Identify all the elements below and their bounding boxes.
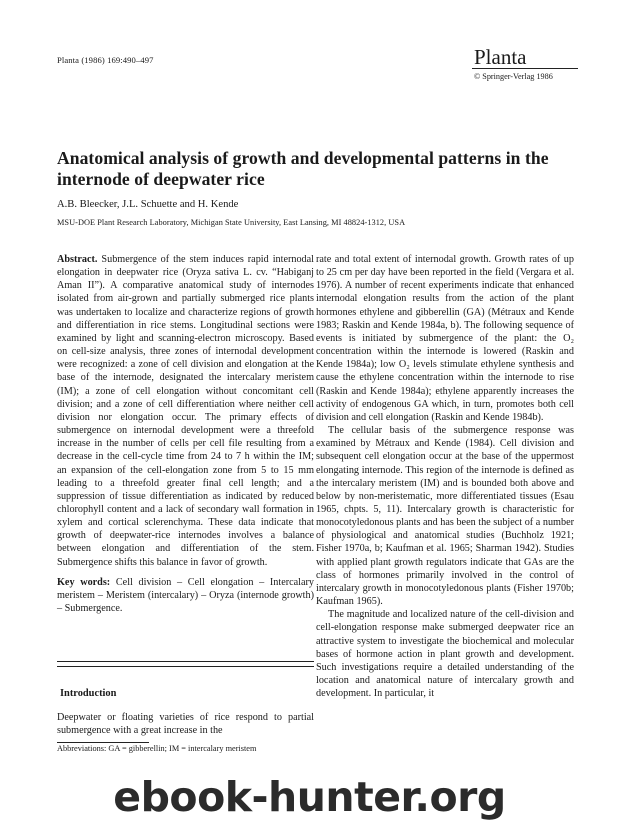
introduction-heading: Introduction xyxy=(60,688,117,699)
article-authors: A.B. Bleecker, J.L. Schuette and H. Kende xyxy=(57,199,239,210)
body-paragraph: The cellular basis of the submergence response was examined by Métraux and Kende (1984). Cell division and subsequent cell elongation occur at the base of the uppermost elongating internode. This region of the internode is defined as the intercalary meristem (IM) and is bounded both above and below by non-meristematic, more differentiated tissues (Esau 1965, chpts. 5, 11). Intercalary growth is characteristic for monocotyledonous plants and has been the subject of a number of physiological and anatomical studies (Buchholz 1921; Fisher 1970a, b; Kaufman et al. 1965; Sharman 1942). Studies with applied plant growth regulators indicate that GAs are the class of hormones primarily involved in the control of intercalary growth in monocotyledonous plants (Fisher 1970b; Kaufman 1965). xyxy=(316,425,574,608)
abstract xyxy=(57,253,314,569)
journal-logo: Planta xyxy=(474,45,527,69)
abstract-text: Submergence of the stem induces rapid internodal elongation in deepwater rice (Oryza sativa L. cv. “Habiganj Aman II”). A comparative anatomical study of internodes isolated from air-grown and partially submerged rice plants was undertaken to localize and characterize regions of growth and differentiation in rice stems. Longitudinal sections were examined by light and scanning-electron microscopy. Based on cell-size analysis, three zones of internodal development were recognized: a zone of cell division and elongation at the base of the internode, designated the intercalary meristem (IM); a zone of cell elongation without concomitant cell division; and a zone of cell differentiation where neither cell division nor elongation occur. The primary effects of submergence on internodal development were a threefold increase in the number of cells per cell file resulting from a decrease in the cell-cycle time from 24 to 7 h within the IM; an expansion of the cell-elongation zone from 5 to 15 mm leading to a threefold greater final cell length; and a suppression of tissue differentiation as indicated by reduced chlorophyll content and a lack of secondary wall formation in xylem and cortical sclerenchyma. These data indicate that growth of deepwater-rice internodes involves a balance between elongation and differentiation of the stem. Submergence shifts this balance in favor of growth. xyxy=(57,254,314,568)
keywords xyxy=(57,576,314,615)
author-affiliation: MSU-DOE Plant Research Laboratory, Michigan State University, East Lansing, MI 48824-1312, USA xyxy=(57,218,406,227)
keywords-text: Cell division – Cell elongation – Intercalary meristem – Meristem (intercalary) – Oryza (internode growth) – Submergence. xyxy=(57,576,314,615)
introduction-text: Deepwater or floating varieties of rice respond to partial submergence with a great increase in the xyxy=(57,712,314,737)
section-divider-bottom xyxy=(57,666,314,667)
article-title: Anatomical analysis of growth and developmental patterns in the internode of deepwater rice xyxy=(57,148,549,189)
left-column xyxy=(57,253,314,615)
publisher-copyright: © Springer-Verlag 1986 xyxy=(474,72,553,81)
journal-citation: Planta (1986) 169:490–497 xyxy=(57,55,154,65)
footnote-divider xyxy=(57,742,149,743)
abbreviations-footnote: Abbreviations: GA = gibberellin; IM = intercalary meristem xyxy=(57,744,257,753)
body-paragraph: rate and total extent of internodal growth. Growth rates of up to 25 cm per day have been reported in the field (Vergara et al. 1976). A number of recent experiments indicate that enhanced internodal elongation results from the action of the plant hormones ethylene and gibberellin (GA) (Métraux and Kende 1983; Raskin and Kende 1984a, b). The following sequence of events is initiated by submergence of the plant: the O₂ concentration within the internode is lowered (Raskin and Kende 1984a); low O₂ levels stimulate ethylene synthesis and cause the ethylene concentration within the internode to rise (Raskin and Kende 1984a); ethylene apparently increases the activity of endogenous GA which, in turn, promotes both cell division and cell elongation (Raskin and Kende 1984b). xyxy=(316,254,574,423)
section-divider-top xyxy=(57,661,314,662)
right-column xyxy=(316,253,574,700)
keywords-label: Key words: xyxy=(57,576,111,588)
abstract-label: Abstract. xyxy=(57,254,98,265)
watermark: ebook-hunter.org xyxy=(0,772,619,822)
logo-divider xyxy=(472,68,578,69)
body-paragraph: The magnitude and localized nature of the cell-division and cell-elongation response make submerged deepwater rice an attractive system to investigate the biochemical and molecular bases of hormone action in plant growth and development. Such investigations require a detailed understanding of the location and anatomical nature of intercalary growth and development. In particular, it xyxy=(316,609,574,700)
